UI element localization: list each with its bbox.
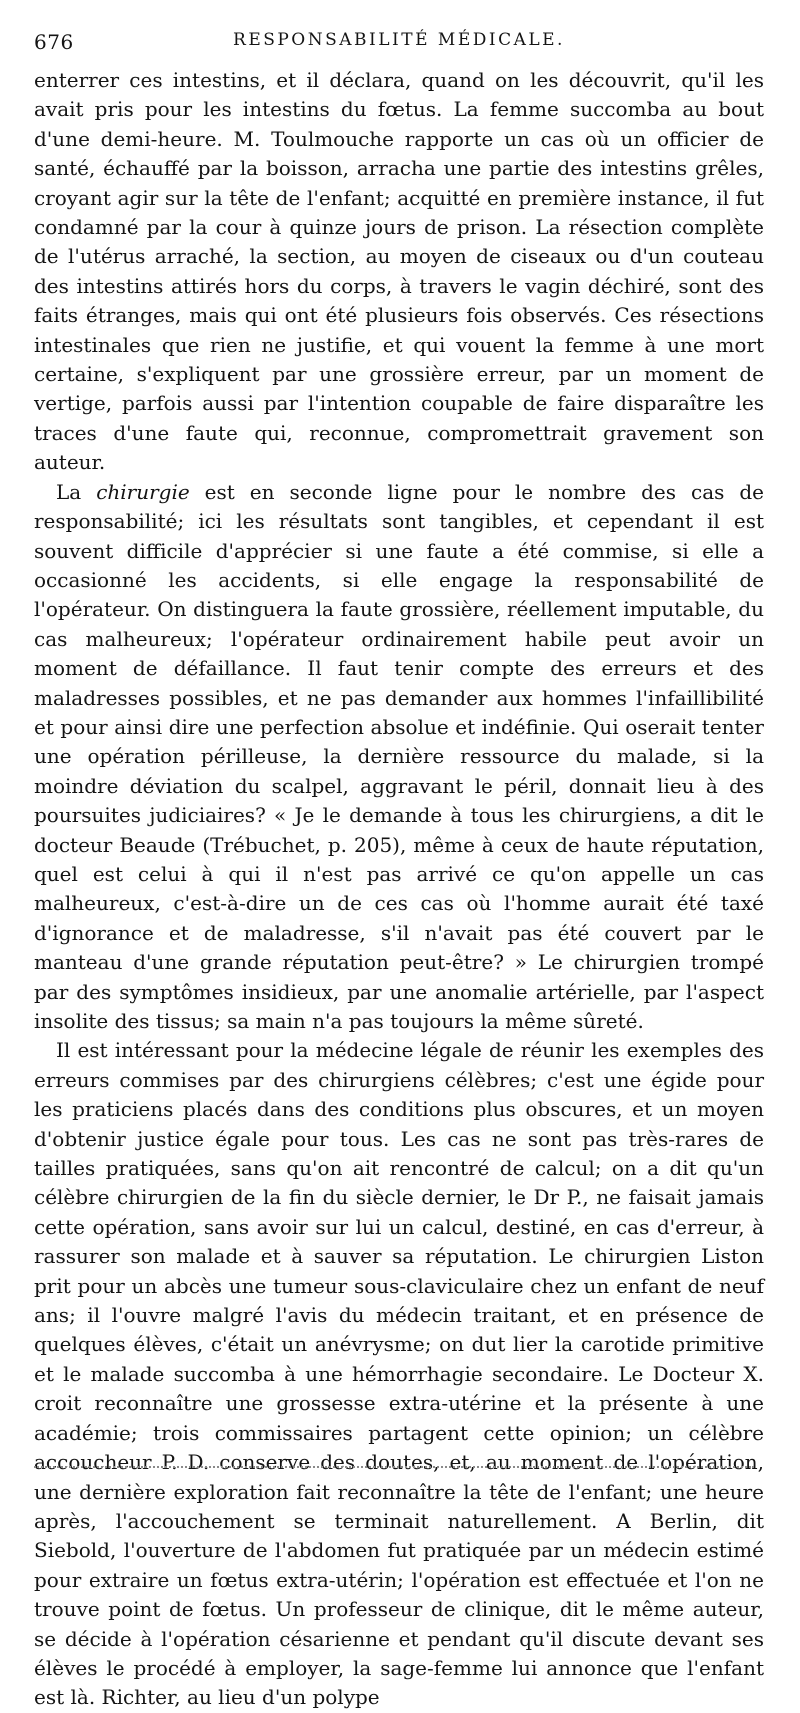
footer-dotted-rule [34,1466,754,1468]
paragraph-2 [34,478,764,1037]
paragraph-1: enterrer ces intestins, et il déclara, quand on les découvrit, qu'il les avait pris pour les intestins du fœtus. La femme succomba au bout d'une demi-heure. M. Toulmouche rapporte un cas où un officier de santé, échauffé par la boisson, arracha une partie des intestins grêles, croyant agir sur la tête de l'enfant; acquitté en première instance, il fut condamné par la cour à quinze jours de prison. La résection complète de l'utérus arraché, la section, au moyen de ciseaux ou d'un couteau des intestins attirés hors du corps, à travers le vagin déchiré, sont des faits étranges, mais qui ont été plusieurs fois observés. Ces résections intestinales que rien ne justifie, et qui vouent la femme à une mort certaine, s'expliquent par une grossière erreur, par un moment de vertige, parfois aussi par l'intention coupable de faire disparaître les traces d'une faute qui, reconnue, compromettrait gravement son auteur. [34,68,764,475]
running-head: RESPONSABILITÉ MÉDICALE. [233,30,565,50]
paragraph-2-rest: est en seconde ligne pour le nombre des cas de responsabilité; ici les résultats sont tangibles, et cependant il est souvent difficile d'apprécier si une faute a été commise, si elle a occasionné les accidents, si elle engage la responsabilité de l'opérateur. On distinguera la faute grossière, réellement imputable, du cas malheureux; l'opérateur ordinairement habile peut avoir un moment de défaillance. Il faut tenir compte des erreurs et des maladresses possibles, et ne pas demander aux hommes l'infaillibilité et pour ainsi dire une perfection absolue et indéfinie. Qui oserait tenter une opération périlleuse, la dernière ressource du malade, si la moindre déviation du scalpel, aggravant le péril, donnait lieu à des poursuites judiciaires? « Je le demande à tous les chirurgiens, a dit le docteur Beaude (Trébuchet, p. 205), même à ceux de haute réputation, quel est celui à qui il n'est pas arrivé ce qu'on appelle un cas malheureux, c'est-à-dire un de ces cas où l'homme aurait été taxé d'ignorance et de maladresse, s'il n'avait pas été couvert par le manteau d'une grande réputation peut-être? » Le chirurgien trompé par des symptômes insidieux, par une anomalie artérielle, par l'aspect insolite des tissus; sa main n'a pas toujours la même sûreté. [34,479,765,1033]
paragraph-2-lead: La [56,479,97,504]
paragraph-3: Il est intéressant pour la médecine légale de réunir les exemples des erreurs commises par des chirurgiens célèbres; c'est une égide pour les praticiens placés dans des conditions plus obscures, et un moyen d'obtenir justice égale pour tous. Les cas ne sont pas très-rares de tailles pratiquées, sans qu'on ait rencontré de calcul; on a dit qu'un célèbre chirurgien de la fin du siècle dernier, le Dr P., ne faisait jamais cette opération, sans avoir sur lui un calcul, destiné, en cas d'erreur, à rassurer son malade et à sauver sa réputation. Le chirurgien Liston prit pour un abcès une tumeur sous-claviculaire chez un enfant de neuf ans; il l'ouvre malgré l'avis du médecin traitant, et en présence de quelques élèves, c'était un anévrysme; on dut lier la carotide primitive et le malade succomba à une hémorrhagie secondaire. Le Docteur X. croit reconnaître une grossesse extra-utérine et la présente à une académie; trois commissaires partagent cette opinion; un célèbre accoucheur P. D. conserve des doutes, et, au moment de l'opération, une dernière exploration fait reconnaître la tête de l'enfant; une heure après, l'accouchement se terminait naturellement. A Berlin, dit Siebold, l'ouverture de l'abdomen fut pratiquée par un médecin estimé pour extraire un fœtus extra-utérin; l'opération est effectuée et l'on ne trouve point de fœtus. Un professeur de clinique, dit le même auteur, se décide à l'opération césarienne et pendant qu'il discute devant ses élèves le procédé à employer, la sage-femme lui annonce que l'enfant est là. Richter, au lieu d'un polype [34,1038,764,1710]
page-number: 676 [34,30,74,54]
italic-term-chirurgie: chirurgie [96,479,190,504]
page-header [34,30,764,60]
